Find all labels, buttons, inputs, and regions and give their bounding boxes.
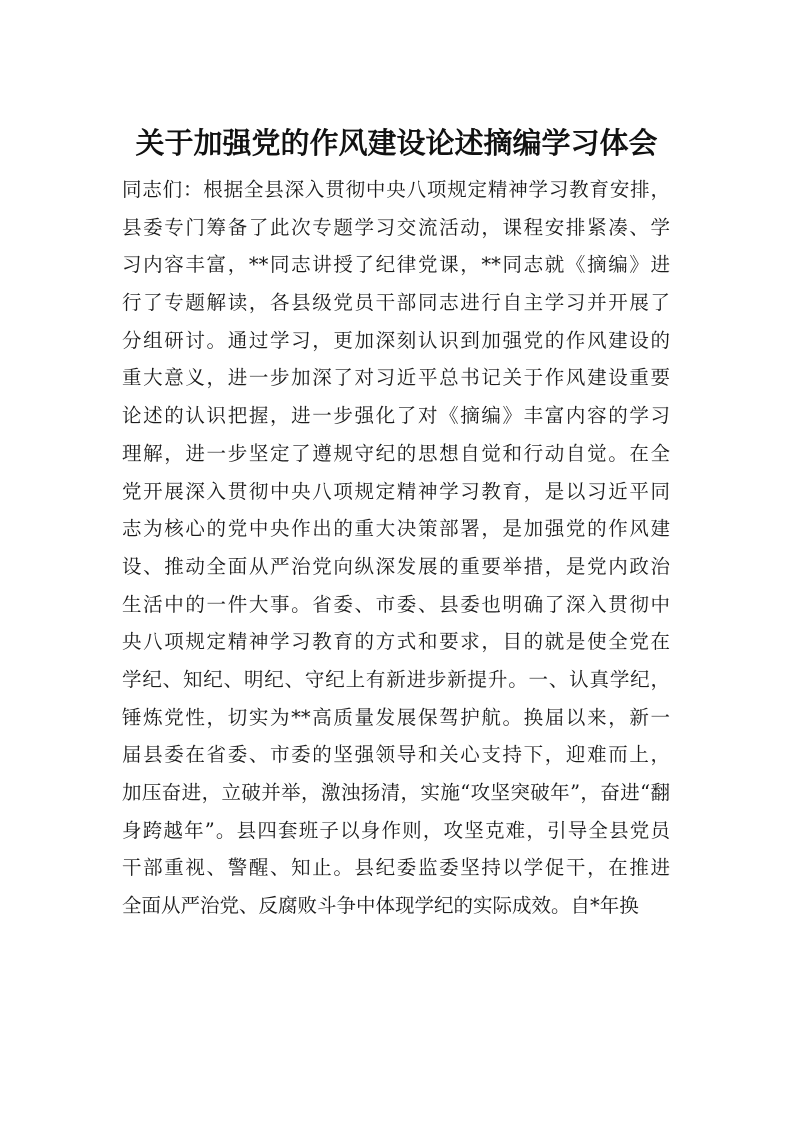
body-line: 志为核心的党中央作出的重大决策部署，是加强党的作风建 [122,517,670,541]
body-line: 生活中的一件大事。省委、市委、县委也明确了深入贯彻中 [122,592,670,616]
body-line: 行了专题解读，各县级党员干部同志进行自主学习并开展了 [122,291,670,315]
body-line: 干部重视、警醒、知止。县纪委监委坚持以学促干，在推进 [122,856,670,880]
body-line: 加压奋进，立破并举，激浊扬清，实施“攻坚突破年”，奋进“翻 [122,781,670,804]
body-line: 同志们：根据全县深入贯彻中央八项规定精神学习教育安排， [122,178,670,201]
body-line: 习内容丰富，**同志讲授了纪律党课，**同志就《摘编》进 [122,253,670,277]
body-line: 身跨越年”。县四套班子以身作则，攻坚克难，引导全县党员 [122,818,670,842]
body-line: 县委专门筹备了此次专题学习交流活动，课程安排紧凑、学 [122,215,670,239]
body-line: 党开展深入贯彻中央八项规定精神学习教育，是以习近平同 [122,479,670,503]
body-line: 锤炼党性，切实为**高质量发展保驾护航。换届以来，新一 [122,705,670,729]
body-line: 全面从严治党、反腐败斗争中体现学纪的实际成效。自*年换 [122,894,639,918]
body-line: 分组研讨。通过学习，更加深刻认识到加强党的作风建设的 [122,328,670,352]
body-line: 理解，进一步坚定了遵规守纪的思想自觉和行动自觉。在全 [122,441,670,465]
document-title: 关于加强党的作风建设论述摘编学习体会 [135,126,658,160]
body-line: 学纪、知纪、明纪、守纪上有新进步新提升。一、认真学纪， [122,667,670,691]
body-line: 论述的认识把握，进一步强化了对《摘编》丰富内容的学习 [122,404,670,428]
body-line: 央八项规定精神学习教育的方式和要求，目的就是使全党在 [122,630,670,654]
body-line: 设、推动全面从严治党向纵深发展的重要举措，是党内政治 [122,554,670,578]
body-line: 重大意义，进一步加深了对习近平总书记关于作风建设重要 [122,366,670,390]
body-line: 届县委在省委、市委的坚强领导和关心支持下，迎难而上， [122,743,670,767]
document-body [122,171,670,925]
